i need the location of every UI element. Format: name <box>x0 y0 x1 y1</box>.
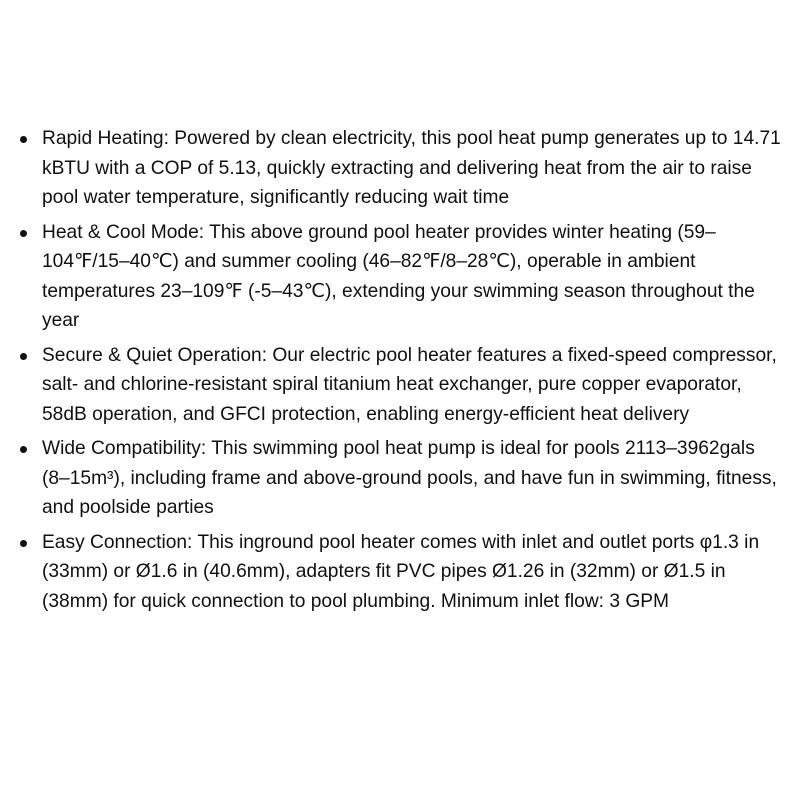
feature-item-easy-connection <box>18 528 786 617</box>
feature-text: Rapid Heating: Powered by clean electricity, this pool heat pump generates up to 14.71 kBTU with a COP of 5.13, quickly extracting and delivering heat from the air to raise pool water temperature, significantly reducing wait time <box>42 128 781 208</box>
feature-text: Secure & Quiet Operation: Our electric pool heater features a fixed-speed compressor, salt- and chlorine-resistant spiral titanium heat exchanger, pure copper evaporator, 58dB operation, and GFCI protection, enabling energy-efficient heat delivery <box>42 344 777 425</box>
feature-item-rapid-heating <box>18 124 786 213</box>
feature-item-heat-cool-mode <box>18 218 786 336</box>
feature-text: Wide Compatibility: This swimming pool heat pump is ideal for pools 2113–3962gals (8–15m³), including frame and above-ground pools, and have fun in swimming, fitness, and poolside parties <box>42 438 777 518</box>
feature-text: Easy Connection: This inground pool heater comes with inlet and outlet ports φ1.3 in (33mm) or Ø1.6 in (40.6mm), adapters fit PVC pipes Ø1.26 in (32mm) or Ø1.5 in (38mm) for quick connection to pool plumbing. Minimum inlet flow: 3 GPM <box>42 531 760 612</box>
bullet-dot-icon <box>20 136 27 143</box>
bullet-dot-icon <box>20 353 27 360</box>
feature-item-secure-quiet <box>18 341 786 430</box>
feature-bullet-list <box>18 124 786 621</box>
bullet-dot-icon <box>20 540 27 547</box>
bullet-dot-icon <box>20 230 27 237</box>
feature-item-wide-compatibility <box>18 434 786 523</box>
feature-text: Heat & Cool Mode: This above ground pool heater provides winter heating (59–104℉/15–40℃) and summer cooling (46–82℉/8–28℃), operable in ambient temperatures 23–109℉ (-5–43℃), extending your swimming season throughout the year <box>42 221 755 331</box>
bullet-dot-icon <box>20 446 27 453</box>
